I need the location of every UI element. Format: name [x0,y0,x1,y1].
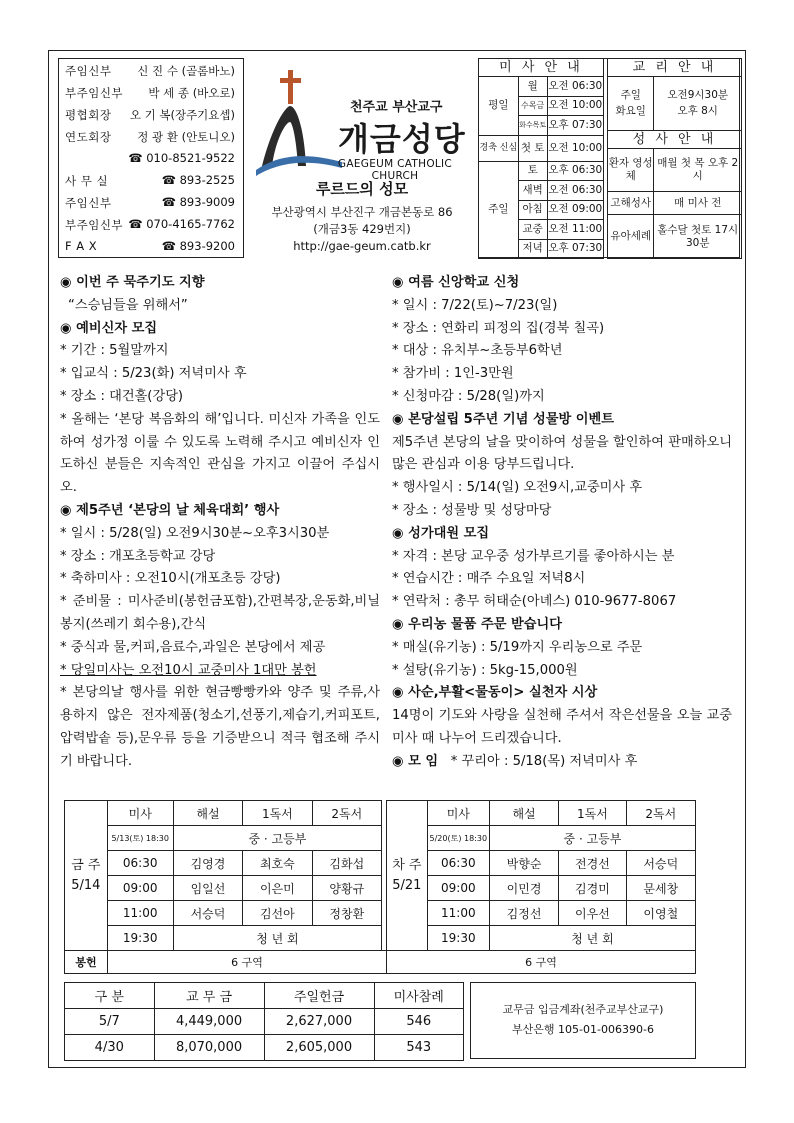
finance-header-cell: 구 분 [65,983,155,1009]
roster-cell: 김선아 [243,901,312,926]
roster-cell: 김영경 [173,851,242,876]
lent-award-note: 14명이 기도와 사랑을 실천해 주셔서 작은선물을 오늘 교중미사 때 나누어 드리겠습니다. [392,708,732,746]
roster-header-cell: 2독서 [626,801,695,826]
roster-eve-time: 19:30 [107,926,173,951]
church-name: 개금성당 [338,120,466,158]
sports-day-date: * 일시 : 5/28(일) 오전9시30분~오후3시30분 [60,525,330,541]
address-line-1: 부산광역시 부산진구 개금본동로 86 [271,205,453,219]
summer-school-date: * 일시 : 7/22(토)~7/23(일) [392,297,558,313]
wedfri-label: 수목금 [518,96,547,116]
staff-value: 신 진 수 (골롬바노) [137,64,235,78]
staff-value: 정 광 환 (안토니오) [137,130,235,144]
choir-contact: * 연락처 : 총무 허태순(아녜스) 010-9677-8067 [392,594,677,610]
staff-value: 오 기 복(장주기요셉) [129,108,235,122]
doctrine-times [654,77,742,131]
sunday-time-4: 오후 07:30 [547,239,603,259]
staff-directory [58,58,244,258]
roster-eve-group: 청 년 회 [489,926,695,951]
feast-time: 오전 10:00 [547,135,603,161]
roster-cell: 11:00 [427,901,489,926]
staff-value: 박 세 종 (바오로) [148,86,235,100]
staff-value: ☎ 893-9200 [161,239,235,253]
roster-week-label: 금 주 5/14 [65,801,108,951]
staff-label: 부주임신부 [65,218,124,232]
staff-row [65,63,239,79]
main-mass-label: 교중 [518,220,547,240]
catechumen-heading: ◉ 예비신자 모집 [60,320,158,336]
finance-cell: 8,070,000 [154,1035,264,1061]
staff-row [65,85,239,101]
farm-order-sugar: * 설탕(유기농) : 5kg-15,000원 [392,662,578,678]
roster-cell: 이민경 [489,876,558,901]
right-column [392,272,732,774]
roster-eve-time: 19:30 [427,926,489,951]
diocese-name: 천주교 부산교구 [350,100,443,115]
finance-table [64,982,464,1061]
sports-day-food: * 중식과 물,커피,음료수,과일은 본당에서 제공 [60,639,326,655]
roster-cell: 이은미 [243,876,312,901]
finance-cell: 546 [374,1009,464,1035]
feast-day: 첫 토 [518,135,547,161]
sports-day-supplies: * 준비물 : 미사준비(봉헌금포함),간편복장,운동화,비닐봉지(쓰레기 회수용),간식 [60,594,380,632]
finance-header-cell: 교 무 금 [154,983,264,1009]
staff-label: 부주임신부 [65,86,124,100]
finance-header-cell: 주일헌금 [264,983,374,1009]
roster-cell: 김정선 [489,901,558,926]
website-link[interactable]: http://gae-geum.catb.kr [293,239,431,253]
finance-cell: 4,449,000 [154,1009,264,1035]
tuesat-label: 화수목토 [518,116,547,136]
roster-cell: 정창환 [312,901,381,926]
roster-cell: 임일선 [173,876,242,901]
roster-cell: 09:00 [107,876,173,901]
infant-baptism-label: 유아세례 [608,215,654,259]
doctrine-day-2: 화요일 [615,105,646,118]
staff-row [65,217,239,233]
header [54,56,742,262]
doctrine-day-1: 주일 [620,89,641,102]
roster-cell: 서승덕 [626,851,695,876]
sunday-time-3: 오전 11:00 [547,220,603,240]
summer-school-deadline: * 신청마감 : 5/28(일)까지 [392,388,545,404]
roster-cell: 전경선 [559,851,626,876]
mass-title: 미 사 안 내 [479,59,604,77]
roster-header-cell: 해설 [489,801,558,826]
mon-label: 월 [518,77,547,97]
weekday-label: 평일 [479,77,519,136]
gift-shop-note: 제5주년 본당의 날을 맞이하여 성물을 할인하여 판매하오니 많은 관심과 이용 당부드립니다. [392,434,732,473]
sports-day-heading: ◉ 제5주년 ‘본당의 날 체육대회’ 행사 [60,502,280,518]
roster-week-label: 차 주 5/21 [387,801,428,951]
weekday-time-2: 오전 10:00 [547,96,603,116]
meeting-heading: ◉ 모 임 [392,753,439,769]
roster-cell: 박향순 [489,851,558,876]
roster-cell: 이우선 [559,901,626,926]
roster-this-week [64,800,382,951]
staff-label: 사 무 실 [65,174,109,188]
staff-row [65,173,239,189]
catechumen-entry: * 입교식 : 5/23(화) 저녁미사 후 [60,366,247,382]
roster-cell: 06:30 [107,851,173,876]
evening-label: 저녁 [518,239,547,259]
sat-label: 토 [518,161,547,181]
account-number: 부산은행 105-01-006390-6 [512,1023,654,1036]
staff-value: ☎ 070-4165-7762 [128,217,235,231]
infant-baptism-time: 홀수달 첫토 17시30분 [654,215,742,259]
staff-row [65,151,239,165]
roster-cell: 이영철 [626,901,695,926]
gift-shop-heading: ◉ 본당설립 5주년 기념 성물방 이벤트 [392,411,614,427]
farm-order-heading: ◉ 우리농 물품 주문 받습니다 [392,616,563,632]
staff-value: ☎ 893-9009 [161,195,235,209]
staff-value: ☎ 010-8521-9522 [128,151,235,165]
staff-row [65,195,239,211]
roster-sat-time: 5/20(토) 18:30 [427,826,489,851]
doctrine-days [608,77,654,131]
roster-header-cell: 해설 [173,801,242,826]
doctrine-time-2: 오후 8시 [677,105,718,118]
roster-cell: 김경미 [559,876,626,901]
roster-youth: 중 · 고등부 [489,826,695,851]
dawn-label: 새벽 [518,181,547,201]
church-logo-block [250,58,474,258]
summer-school-fee: * 참가비 : 1인-3만원 [392,366,514,382]
schedule-panel [478,58,740,258]
address-line-2: (개금3동 429번지) [313,222,411,236]
lent-award-heading: ◉ 사순,부활<물동이> 실천자 시상 [392,685,598,701]
sick-communion-label: 환자 영성체 [608,148,654,192]
staff-row [65,107,239,123]
roster-header-cell: 미사 [107,801,173,826]
doctrine-title: 교 리 안 내 [608,59,742,77]
sunday-label: 주일 [479,161,519,259]
finance-header-cell: 미사참례 [374,983,464,1009]
finance-cell: 543 [374,1035,464,1061]
roster-cell: 09:00 [427,876,489,901]
offering-this-week: 6 구역 [108,951,387,974]
catechumen-place: * 장소 : 대건홀(강당) [60,388,184,404]
rosary-intention-heading: ◉ 이번 주 묵주기도 지향 [60,275,205,290]
confession-label: 고해성사 [608,192,654,215]
catechumen-note: * 올해는 ‘본당 복음화의 해’입니다. 미신자 가족을 인도하여 성가정 이룰 수 있도록 노력해 주시고 예비신자 인도하신 분들은 지속적인 관심을 가지고 이끌어 주십시오. [60,411,380,496]
meeting-line [392,751,732,774]
staff-value: ☎ 893-2525 [161,173,235,187]
offering-next-week: 6 구역 [525,956,557,969]
roster-cell: 양황규 [312,876,381,901]
sports-day-mass-note: * 당일미사는 오전10시 교중미사 1대만 봉헌 [60,662,317,678]
roster-cell: 문세창 [626,876,695,901]
staff-label: 연도회장 [65,130,112,144]
roster-header-cell: 미사 [427,801,489,826]
roster-header-cell: 1독서 [559,801,626,826]
summer-school-heading: ◉ 여름 신앙학교 신청 [392,275,520,290]
gift-shop-date: * 행사일시 : 5/14(일) 오전9시,교중미사 후 [392,480,643,496]
sunday-time-2: 오전 09:00 [547,200,603,220]
weekday-time-3: 오후 07:30 [547,116,603,136]
gift-shop-place: * 장소 : 성물방 및 성당마당 [392,502,552,518]
catechumen-period: * 기간 : 5월말까지 [60,343,169,359]
weekday-time-1: 오전 06:30 [547,77,603,97]
roster-cell: 최호숙 [243,851,312,876]
finance-cell: 2,627,000 [264,1009,374,1035]
feast-label: 경축 신심 [479,135,519,161]
roster-eve-group: 청 년 회 [173,926,381,951]
church-name-english: GAEGEUM CATHOLIC CHURCH [337,158,453,182]
sports-day-mass: * 축하미사 : 오전10시(개포초등 강당) [60,571,281,587]
donation-note: * 본당의날 행사를 위한 현금빵빵카와 양주 및 주류,사용하지 않은 전자제품(청소기,선풍기,제습기,커피포트,압력밥솥 등),문우류 등을 기증받으니 적극 협조해 주시기 바랍니다. [60,685,380,769]
roster-header-cell: 2독서 [312,801,381,826]
rosary-intention: “스승님들을 위해서” [68,297,188,313]
finance-cell: 5/7 [65,1009,155,1035]
meeting-curia: * 꾸리아 : 5/18(목) 저녁미사 후 [450,753,638,769]
finance-cell: 4/30 [65,1035,155,1061]
church-address [250,204,474,255]
mass-schedule-table [478,58,604,259]
sports-day-place: * 장소 : 개포초등학교 강당 [60,548,216,564]
farm-order-plum: * 매실(유기농) : 5/19까지 우리농으로 주문 [392,639,643,655]
doctrine-sacrament-table [607,58,742,259]
morning-label: 아침 [518,200,547,220]
account-title: 교무금 입금계좌(천주교부산교구) [502,1003,664,1016]
finance-cell: 2,605,000 [264,1035,374,1061]
roster-sat-time: 5/13(토) 18:30 [107,826,173,851]
account-box [470,982,696,1059]
staff-label: F A X [65,239,98,253]
confession-time: 매 미사 전 [654,192,742,215]
patron-motto: 루르드의 성모 [315,180,409,198]
sunday-time-1: 오전 06:30 [547,181,603,201]
choir-qualification: * 자격 : 본당 교우중 성가부르기를 좋아하시는 분 [392,548,675,564]
roster-cell: 11:00 [107,901,173,926]
summer-school-target: * 대상 : 유치부~초등부6학년 [392,343,563,359]
sacrament-title: 성 사 안 내 [608,130,742,148]
roster-cell: 06:30 [427,851,489,876]
staff-label: 주임신부 [65,196,112,210]
staff-label: 주임신부 [65,64,112,78]
roster-next-week [386,800,696,951]
staff-row [65,129,239,145]
left-column [60,272,380,774]
doctrine-time-1: 오전9시30분 [667,89,729,102]
summer-school-place: * 장소 : 연화리 피정의 집(경북 칠곡) [392,320,605,336]
choir-heading: ◉ 성가대원 모집 [392,525,490,541]
sick-communion-time: 매월 첫 목 오후 2시 [654,148,742,192]
choir-practice: * 연습시간 : 매주 수요일 저녁8시 [392,571,586,587]
roster-header-cell: 1독서 [243,801,312,826]
offering-row [64,950,696,974]
roster-youth: 중 · 고등부 [173,826,381,851]
sat-time: 오후 06:30 [547,161,603,181]
offering-label: 봉헌 [65,951,108,974]
staff-row [65,239,239,253]
staff-label: 평협회장 [65,108,112,122]
roster-cell: 서승덕 [173,901,242,926]
roster-cell: 김화섭 [312,851,381,876]
